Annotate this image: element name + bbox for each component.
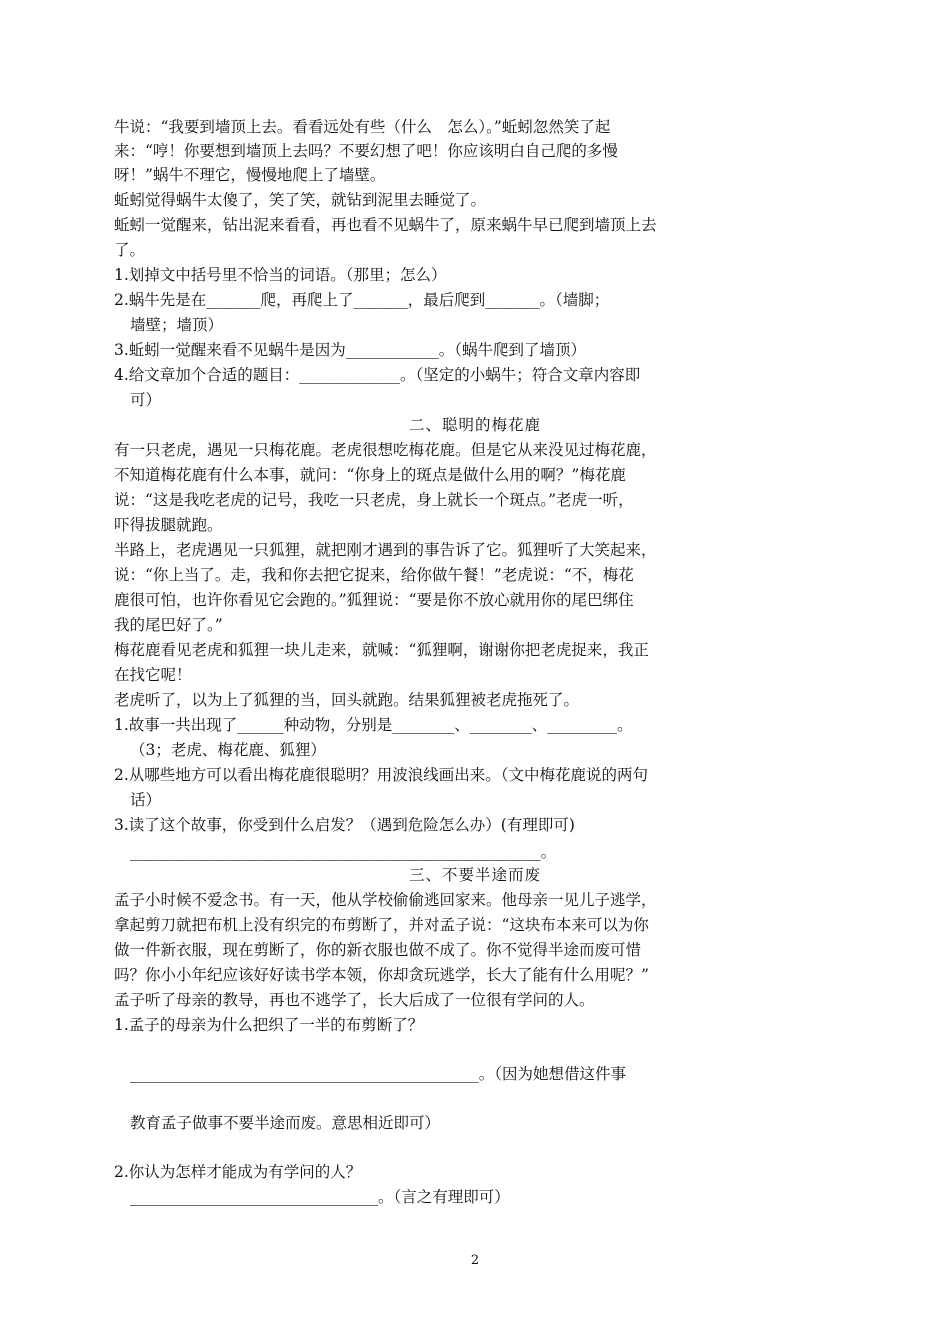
page-number: 2 — [470, 1253, 480, 1268]
paragraph-line: 有一只老虎，遇见一只梅花鹿。老虎很想吃梅花鹿。但是它从来没见过梅花鹿， — [114, 441, 657, 459]
paragraph-line: 蚯蚓一觉醒来，钻出泥来看看，再也看不见蜗牛了，原来蜗牛早已爬到墙顶上去 — [114, 216, 657, 234]
section-title: 二、聪明的梅花鹿 — [408, 416, 541, 434]
paragraph-line: 吓得拔腿就跑。 — [114, 516, 223, 534]
paragraph-line: 来：“哼！你要想到墙顶上去吗？不要幻想了吧！你应该明白自己爬的多慢 — [114, 142, 618, 160]
paragraph-line: 半路上，老虎遇见一只狐狸，就把刚才遇到的事告诉了它。狐狸听了大笑起来， — [114, 541, 657, 559]
paragraph-line: 老虎听了，以为上了狐狸的当，回头就跑。结果狐狸被老虎拖死了。 — [114, 691, 580, 709]
paragraph-line: 说：“你上当了。走，我和你去把它捉来，给你做午餐！”老虎说：“不，梅花 — [114, 566, 634, 584]
question-line: 2.从哪些地方可以看出梅花鹿很聪明？用波浪线画出来。（文中梅花鹿说的两句 — [114, 766, 649, 784]
paragraph-line: 牛说：“我要到墙顶上去。看看远处有些（什么 怎么）。”蚯蚓忽然笑了起 — [114, 118, 611, 136]
answer-blank: _____________________________________________。（因为她想借这件事 — [130, 1065, 627, 1083]
paragraph-line: 吗？你小小年纪应该好好读书学本领，你却贪玩逃学，长大了能有什么用呢？” — [114, 966, 649, 984]
question-line: 2.蜗牛先是在_______爬，再爬上了_______，最后爬到_______。（墙脚； — [114, 291, 610, 309]
paragraph-line: 不知道梅花鹿有什么本事，就问：“你身上的斑点是做什么用的啊？”梅花鹿 — [114, 466, 626, 484]
answer-blank: _____________________________________________________。 — [130, 843, 557, 861]
paragraph-line: 梅花鹿看见老虎和狐狸一块儿走来，就喊：“狐狸啊，谢谢你把老虎捉来，我正 — [114, 641, 649, 659]
question-line: 1.故事一共出现了______种动物，分别是________、________、_________。 — [114, 716, 633, 734]
paragraph-line: 了。 — [114, 241, 146, 259]
paragraph-line: 呀！”蜗牛不理它，慢慢地爬上了墙壁。 — [114, 166, 386, 184]
paragraph-line: 鹿很可怕，也许你看见它会跑的。”狐狸说：“要是你不放心就用你的尾巴绑住 — [114, 591, 634, 609]
question-line: 话） — [130, 791, 162, 809]
question-line: 3.蚯蚓一觉醒来看不见蜗牛是因为____________。（蜗牛爬到了墙顶） — [114, 341, 587, 359]
question-line: 教育孟子做事不要半途而废。意思相近即可） — [130, 1114, 441, 1132]
paragraph-line: 做一件新衣服，现在剪断了，你的新衣服也做不成了。你不觉得半途而废可惜 — [114, 941, 642, 959]
paragraph-line: 我的尾巴好了。” — [114, 616, 223, 634]
paragraph-line: 孟子小时候不爱念书。有一天，他从学校偷偷逃回家来。他母亲一见儿子逃学， — [114, 891, 657, 909]
paragraph-line: 说：“这是我吃老虎的记号，我吃一只老虎，身上就长一个斑点。”老虎一听， — [114, 491, 634, 509]
question-line: 3.读了这个故事，你受到什么启发？（遇到危险怎么办）(有理即可) — [114, 816, 575, 834]
answer-blank: ________________________________。（言之有理即可） — [130, 1188, 510, 1206]
paragraph-line: 蚯蚓觉得蜗牛太傻了，笑了笑，就钻到泥里去睡觉了。 — [114, 191, 487, 209]
question-line: （3；老虎、梅花鹿、狐狸） — [130, 741, 326, 759]
question-line: 1.划掉文中括号里不恰当的词语。（那里；怎么） — [114, 266, 447, 284]
question-line: 1.孟子的母亲为什么把织了一半的布剪断了？ — [114, 1016, 424, 1034]
question-line: 可） — [130, 391, 162, 409]
section-title: 三、不要半途而废 — [408, 866, 541, 884]
question-line: 墙壁；墙顶） — [130, 316, 224, 334]
paragraph-line: 拿起剪刀就把布机上没有织完的布剪断了，并对孟子说：“这块布本来可以为你 — [114, 916, 649, 934]
question-line: 2.你认为怎样才能成为有学问的人？ — [114, 1163, 362, 1181]
paragraph-line: 孟子听了母亲的教导，再也不逃学了，长大后成了一位很有学问的人。 — [114, 991, 595, 1009]
question-line: 4.给文章加个合适的题目：_____________。（坚定的小蜗牛；符合文章内容即 — [114, 366, 641, 384]
paragraph-line: 在找它呢！ — [114, 666, 192, 684]
